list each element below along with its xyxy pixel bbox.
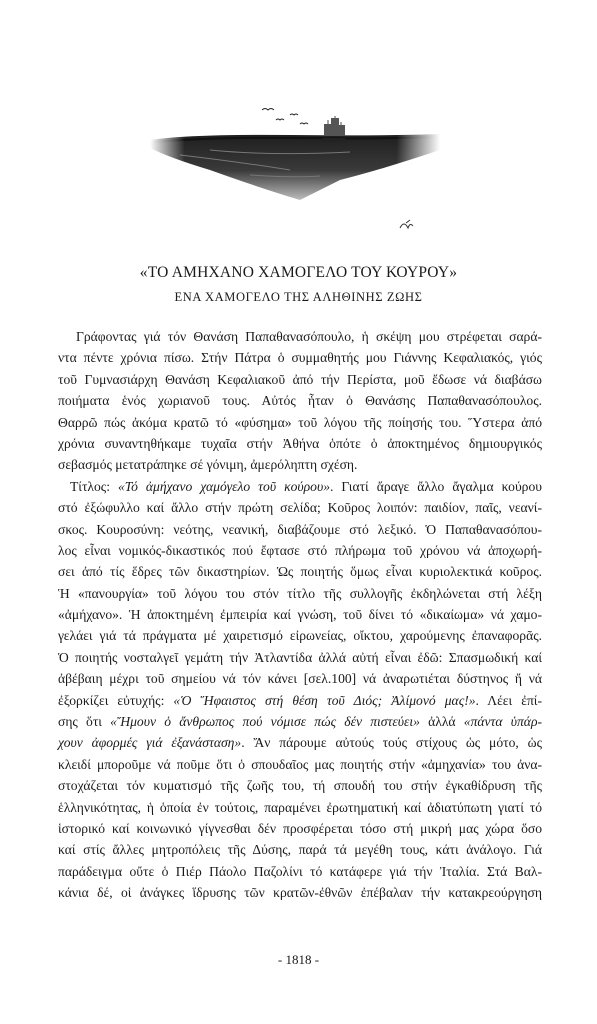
- text-line: ἀβέβαιη μέχρι τοῦ σημείου νά τόν κάνει [σελ.100] νά ἀναρωτιέται δύστηνος ἤ νά: [58, 671, 542, 687]
- text-line: ἱστορικό καί κοινωνικό γίγνεσθαι δέν προσφέρεται τόσο στή μικρή μας χώρα ὅσο: [58, 820, 542, 836]
- text-line: σκος. Κουροσύνη: νεότης, νεανική, διαβάζουμε στό λεξικό. Ὁ Παπαθανασόπου-: [58, 521, 542, 537]
- article-title: «ΤΟ ΑΜΗΧΑΝΟ ΧΑΜΟΓΕΛΟ ΤΟΥ ΚΟΥΡΟΥ»: [139, 264, 458, 281]
- text-line: χουν ἀφορμές γιά ἐξανάσταση». Ἄν πάρουμε αὐτούς τούς στίχους ὡς μότο, ὡς: [58, 735, 543, 751]
- text-line: λος εἶναι νομικός-δικαστικός πού ἔφτασε στό πλήρωμα τοῦ χρόνου νά ἀποχωρή-: [58, 542, 542, 558]
- text-line: ποιήματα ἑνός χωριανοῦ τους. Αὐτός ἦταν ὁ Θανάσης Παπαθανασόπουλος.: [58, 393, 542, 409]
- text-line: τοῦ Γυμνασιάρχη Θανάση Κεφαλιακοῦ ἀπό τήν Περίστα, μοῦ ἔδωσε νά διαβάσω: [58, 371, 542, 387]
- text-line: Γράφοντας γιά τόν Θανάση Παπαθανασόπουλο, ἡ σκέψη μου στρέφεται σαρά-: [76, 329, 542, 344]
- text-line: χρόνια συναντηθήκαμε τυχαῖα στήν Ἀθήνα ὁπότε ὁ ἀποκτημένος δημιουργικός: [58, 435, 542, 451]
- ship-icon: [322, 116, 346, 142]
- text-line: σης ὅτι «Ἤμουν ὁ ἄνθρωπος πού νόμισε πώς δέν πιστεύει» ἀλλά «πάντα ὑπάρ-: [58, 714, 542, 730]
- text-line: στό ἐξώφυλλο καί ἄλλο στήν πρώτη σελίδα; Κοῦρος λοιπόν: παιδίον, παῖς, νεανί-: [58, 500, 542, 516]
- text-line: ἑλληνικότητας, ἡ ὁποία ἐν τούτοις, παραμένει ἐρωτηματική καί ἀδιατύπωτη γιατί τό: [58, 799, 542, 815]
- seascape-illustration: [150, 80, 440, 240]
- page-number: - 1818 -: [277, 952, 320, 967]
- text-line: ἐξορκίζει εὐτυχής: «Ὁ Ἥφαιστος στή θέση τοῦ Διός; Ἀλίμονό μας!». Λέει ἐπί-: [58, 692, 542, 708]
- signature-mark: [400, 220, 413, 228]
- article-body: [58, 326, 542, 904]
- text-line: σεβασμός μετατράπηκε σέ γόνιμη, ἀμερόληπτη σχέση.: [58, 457, 358, 473]
- text-line: στοχάζεται τόν κυματισμό τῆς ζωῆς του, τή σπουδή του στήν ἐγκαθίδρυση τῆς: [58, 778, 542, 794]
- text-line: Ἡ «πανουργία» τοῦ λόγου του στόν τίτλο τῆς συλλογῆς ἐκδηλώνεται στή λέξη: [58, 585, 542, 601]
- text-line: Ὁ ποιητής νοσταλγεῖ γεμάτη τήν Ἀτλαντίδα ἀλλά αὐτή εἶναι ἐδῶ: Σπασμωδική καί: [58, 649, 542, 665]
- text-line: «ἀμήχανο». Ἡ ἀποκτημένη ἐμπειρία καί γνώση, τοῦ δίνει τό «δικαίωμα» νά χαμο-: [58, 607, 542, 623]
- text-line: ντα πέντε χρόνια πίσω. Στήν Πάτρα ὁ συμμαθητής μου Γιάννης Κεφαλιακός, γιός: [58, 350, 542, 366]
- text-line: Τίτλος: «Τό ἀμήχανο χαμόγελο τοῦ κούρου». Γιατί ἄραγε ἄλλο ἄγαλμα κούρου: [70, 478, 542, 494]
- article-subtitle: ΕΝΑ ΧΑΜΟΓΕΛΟ ΤΗΣ ΑΛΗΘΙΝΗΣ ΖΩΗΣ: [174, 290, 423, 304]
- text-line: καί στίς ἄλλες μητροπόλεις τῆς Δύσης, παρά τά μεγέθη τους, κάτι ἀνάλογο. Γιά: [58, 842, 542, 858]
- text-line: Θαρρῶ πώς ἀκόμα κρατῶ τό «φύσημα» τοῦ λόγου τῆς ποίησής του. Ὕστερα ἀπό: [58, 414, 542, 430]
- text-line: κάνια δέ, οἱ ἀνάγκες ἵδρυσης τῶν κρατῶν-ἐθνῶν ἐπέβαλαν τήν κατακρεούργηση: [58, 885, 542, 901]
- text-line: γελάει γιά τά πράγματα μέ χαιρετισμό εἰρωνείας, οἴκτου, χαρούμενης ἐπαναφορᾶς.: [58, 628, 542, 644]
- text-line: κλειδί μποροῦμε νά ποῦμε ὅτι ὁ σπουδαῖος μας ποιητής στήν «ἀμηχανία» του ἀνα-: [58, 756, 542, 772]
- text-line: σει ἀπό τίς ἕδρες τῶν δικαστηρίων. Ὡς ποιητής ὅμως εἶναι κυριολεκτικά κοῦρος.: [58, 564, 542, 580]
- text-line: παράδειγμα οὔτε ὁ Πιέρ Πάολο Παζολίνι τό κατάφερε γιά τήν Ἰταλία. Στά Βαλ-: [58, 863, 542, 879]
